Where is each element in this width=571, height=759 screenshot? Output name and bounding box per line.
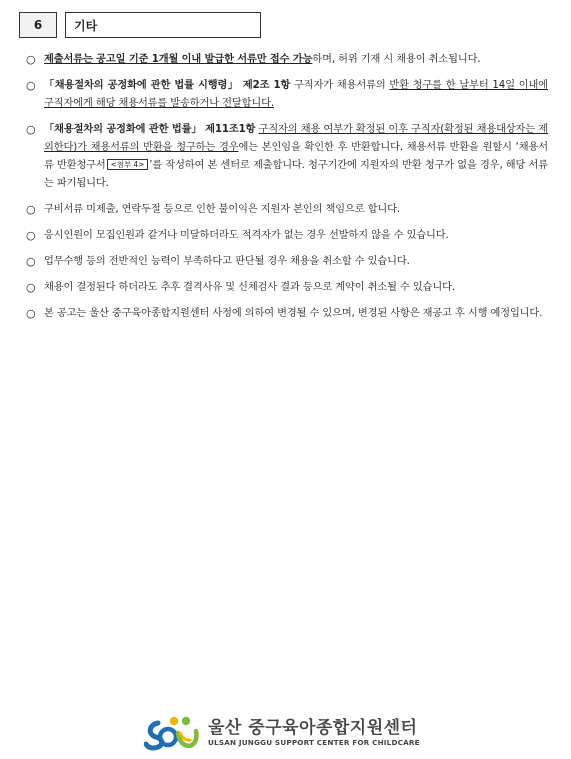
list-item: [26, 279, 548, 297]
org-name-korean: 울산 중구육아종합지원센터: [208, 717, 418, 738]
list-item: [26, 227, 548, 245]
item-text: 구비서류 미제출, 연락두절 등으로 인한 불이익은 지원자 본인의 책임으로 합니다.: [44, 204, 400, 215]
emphasis-text: 제출서류는 공고일 기준 1개월 이내 발급한 서류만 접수 가능: [44, 54, 313, 65]
law-reference: 「채용절차의 공정화에 관한 법률 시행령」 제2조 1항: [44, 80, 291, 91]
bullet-icon: ○: [26, 255, 36, 268]
attachment-label: <첨부 4>: [107, 159, 149, 170]
bullet-icon: ○: [26, 229, 36, 242]
list-item: [26, 253, 548, 271]
list-item: [26, 77, 548, 113]
childcare-center-logo-icon: [144, 713, 200, 751]
item-text: 업무수행 등의 전반적인 능력이 부족하다고 판단될 경우 채용을 취소할 수 있습니다.: [44, 256, 410, 267]
section-header: [19, 12, 261, 38]
list-item: [26, 121, 548, 193]
bullet-icon: ○: [26, 123, 36, 136]
bullet-icon: ○: [26, 203, 36, 216]
list-item: [26, 305, 548, 323]
underlined-text: 반환 청구를 한 날부터 14일 이내에 구직자에게 해당 채용서류를 발송하거나 전달합니다.: [44, 80, 548, 109]
item-text: 하며, 허위 기재 시 채용이 취소됩니다.: [312, 54, 481, 65]
section-title: 기타: [65, 12, 261, 38]
item-text: 에는 본인임을 확인한 후 반환합니다. 채용서류 반환을 원할시 ‘채용서류 반환청구서: [44, 142, 548, 171]
item-text: 채용이 결정된다 하더라도 추후 결격사유 및 신체검사 결과 등으로 계약이 취소될 수 있습니다.: [44, 282, 455, 293]
bullet-icon: ○: [26, 281, 36, 294]
bullet-icon: ○: [26, 53, 36, 66]
list-item: [26, 51, 548, 69]
bullet-icon: ○: [26, 307, 36, 320]
item-text: 본 공고는 울산 중구육아종합지원센터 사정에 의하여 변경될 수 있으며, 변경된 사항은 재공고 후 시행 예정입니다.: [44, 308, 543, 319]
org-name-english: ULSAN JUNGGU SUPPORT CENTER FOR CHILDCARE: [208, 737, 420, 747]
item-text: 응시인원이 모집인원과 같거나 미달하더라도 적격자가 없는 경우 선발하지 않을 수 있습니다.: [44, 230, 449, 241]
notice-list: [26, 51, 548, 331]
item-text: 구직자가 채용서류의: [290, 80, 390, 91]
law-reference: 「채용절차의 공정화에 관한 법률」 제11조1항: [44, 124, 256, 135]
list-item: [26, 201, 548, 219]
section-number: 6: [19, 12, 57, 38]
footer: [144, 712, 420, 752]
underlined-text: 구직자의 채용 여부가 확정된 이후 구직자(확정된 채용대상자는 제외한다)가 채용서류의 반환을 청구하는 경우: [44, 124, 548, 153]
item-text: ’를 작성하여 본 센터로 제출합니다. 청구기간에 지원자의 반환 청구가 없을 경우, 해당 서류는 파기됩니다.: [44, 160, 548, 189]
bullet-icon: ○: [26, 79, 36, 92]
